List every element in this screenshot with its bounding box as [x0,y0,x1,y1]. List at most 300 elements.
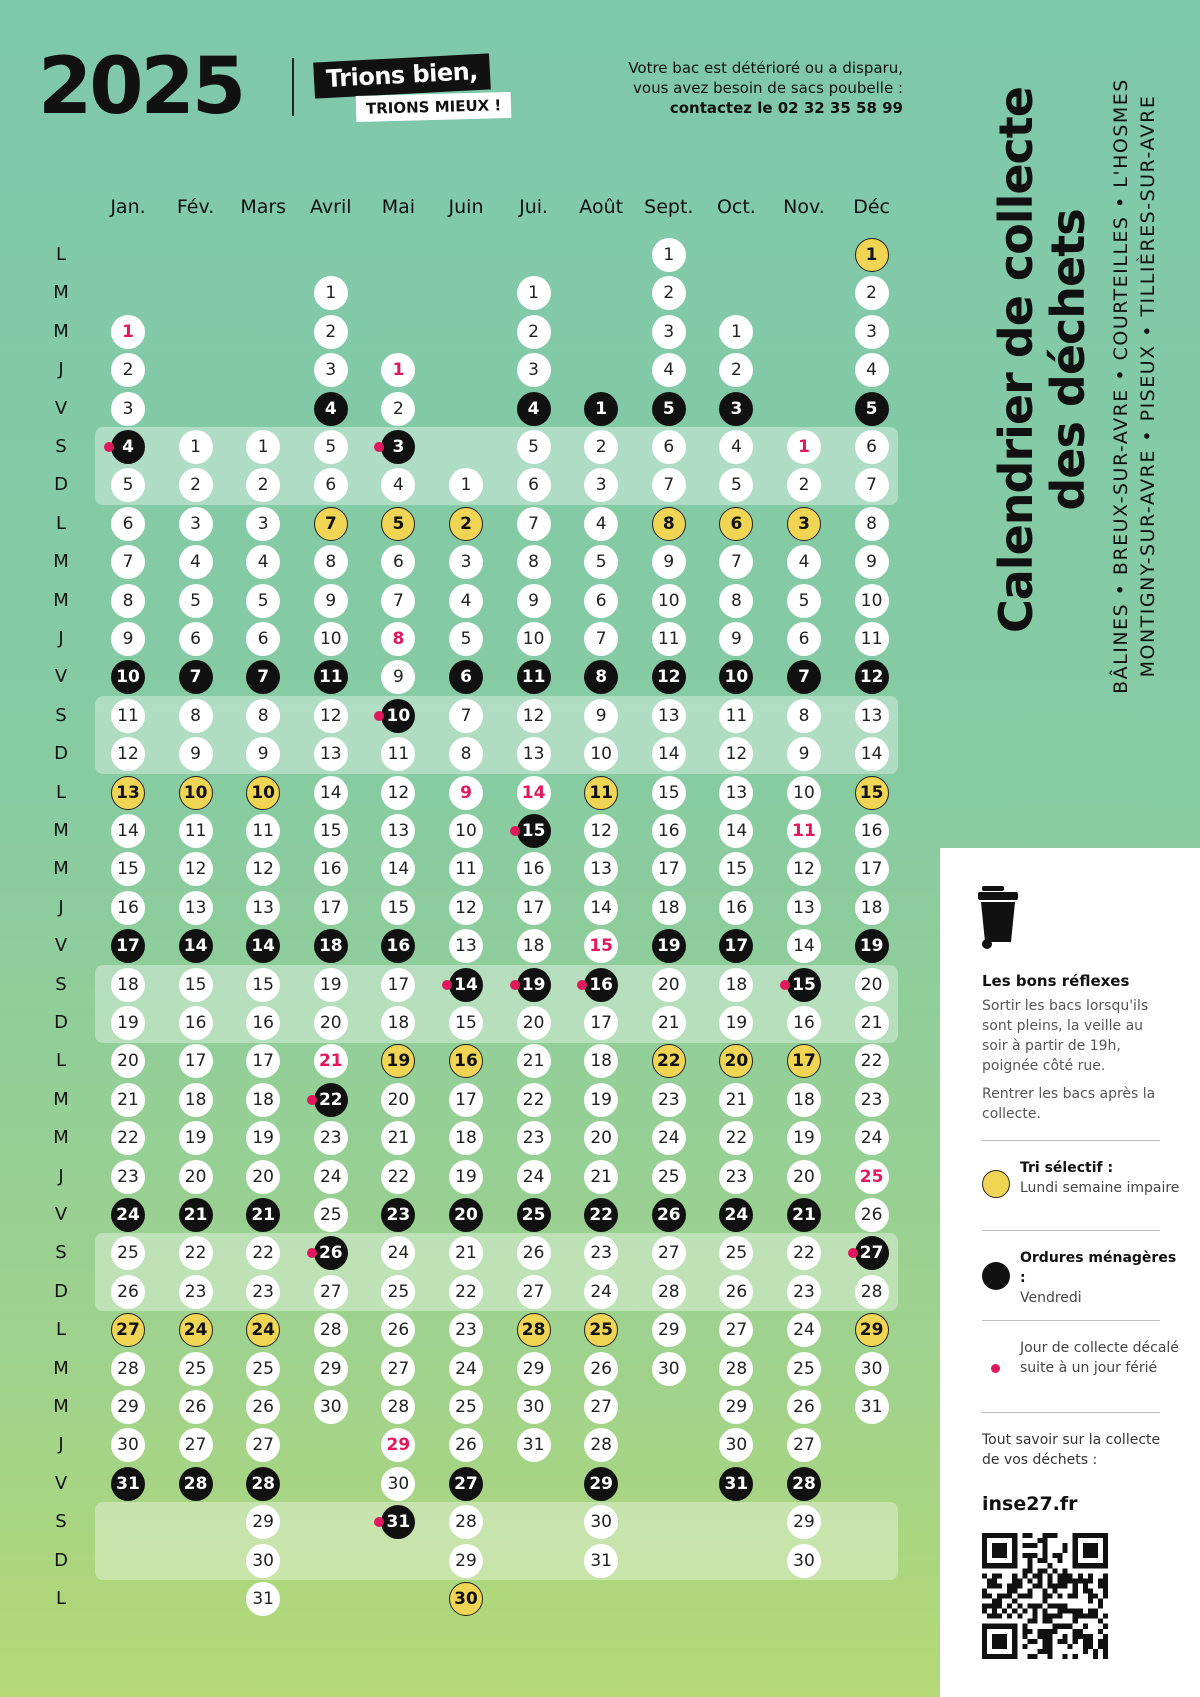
day-cell: 8 [246,699,280,733]
day-cell: 12 [449,891,483,925]
day-cell: 24 [381,1236,415,1270]
day-cell: 18 [517,929,551,963]
om-day-cell: 7 [179,660,213,694]
day-cell: 21 [719,1083,753,1117]
om-day-cell: 7 [787,660,821,694]
day-cell: 19 [314,968,348,1002]
day-cell: 26 [584,1352,618,1386]
day-cell: 16 [179,1006,213,1040]
day-cell: 26 [179,1390,213,1424]
day-cell: 26 [381,1313,415,1347]
day-cell: 14 [787,929,821,963]
day-cell: 19 [719,1006,753,1040]
day-cell: 3 [314,353,348,387]
day-cell: 26 [787,1390,821,1424]
holiday-day-cell: 21 [314,1044,348,1078]
shifted-collection-dot [307,1095,317,1105]
contact-line1: Votre bac est détérioré ou a disparu, [628,59,903,77]
day-cell: 31 [584,1544,618,1578]
day-cell: 28 [314,1313,348,1347]
day-cell: 5 [449,622,483,656]
day-cell: 30 [517,1390,551,1424]
day-cell: 9 [652,545,686,579]
weekday-label: M [53,1396,69,1417]
day-cell: 14 [381,852,415,886]
om-day-cell: 7 [246,660,280,694]
day-cell: 4 [719,430,753,464]
om-day-cell: 10 [111,660,145,694]
om-day-cell: 21 [246,1198,280,1232]
day-cell: 12 [314,699,348,733]
day-cell: 17 [584,1006,618,1040]
day-cell: 16 [719,891,753,925]
month-header: Sept. [644,196,694,218]
day-cell: 20 [179,1160,213,1194]
om-day-cell: 26 [652,1198,686,1232]
day-cell: 15 [314,814,348,848]
day-cell: 21 [381,1121,415,1155]
contact-info [628,58,903,118]
tri-day-cell: 29 [855,1313,889,1347]
tri-day-cell: 30 [449,1582,483,1616]
day-cell: 11 [381,737,415,771]
day-cell: 7 [517,507,551,541]
day-cell: 20 [652,968,686,1002]
day-cell: 18 [246,1083,280,1117]
day-cell: 22 [246,1236,280,1270]
day-cell: 27 [719,1313,753,1347]
tri-day-cell: 16 [449,1044,483,1078]
tri-day-cell: 7 [314,507,348,541]
day-cell: 17 [179,1044,213,1078]
holiday-day-cell: 1 [381,353,415,387]
month-header: Jui. [519,196,549,218]
day-cell: 23 [517,1121,551,1155]
weekday-label: L [55,781,67,803]
month-header: Jan. [110,196,146,218]
weekday-label: J [58,359,64,381]
tri-day-cell: 28 [517,1313,551,1347]
day-cell: 1 [179,430,213,464]
day-cell: 9 [719,622,753,656]
om-day-cell: 4 [111,430,145,464]
om-day-cell: 17 [111,929,145,963]
day-cell: 14 [584,891,618,925]
weekday-label: V [54,1472,68,1494]
day-cell: 29 [449,1544,483,1578]
day-cell: 11 [179,814,213,848]
tips-title: Les bons réflexes [982,972,1130,990]
month-header: Déc [853,196,890,218]
day-cell: 24 [652,1121,686,1155]
day-cell: 8 [179,699,213,733]
day-cell: 21 [449,1236,483,1270]
day-cell: 5 [787,584,821,618]
om-day-cell: 4 [314,392,348,426]
om-day-cell: 16 [584,968,618,1002]
tri-day-cell: 2 [449,507,483,541]
day-cell: 2 [314,315,348,349]
day-cell: 8 [855,507,889,541]
day-cell: 9 [584,699,618,733]
day-cell: 10 [449,814,483,848]
day-cell: 6 [111,507,145,541]
day-cell: 22 [787,1236,821,1270]
om-day-cell: 5 [855,392,889,426]
day-cell: 1 [314,276,348,310]
day-cell: 7 [855,468,889,502]
tri-day-cell: 1 [855,238,889,272]
shifted-collection-dot [104,442,114,452]
tri-legend-title: Tri sélectif : [1020,1160,1114,1176]
day-cell: 20 [517,1006,551,1040]
day-cell: 4 [855,353,889,387]
month-header: Mars [240,196,287,218]
website-link[interactable]: inse27.fr [982,1493,1078,1515]
day-cell: 20 [381,1083,415,1117]
day-cell: 16 [314,852,348,886]
om-day-cell: 5 [652,392,686,426]
day-cell: 18 [449,1121,483,1155]
day-cell: 19 [787,1121,821,1155]
weekday-label: J [58,1434,64,1456]
day-cell: 28 [719,1352,753,1386]
day-cell: 6 [314,468,348,502]
day-cell: 31 [855,1390,889,1424]
day-cell: 7 [111,545,145,579]
day-cell: 6 [517,468,551,502]
day-cell: 1 [449,468,483,502]
day-cell: 19 [584,1083,618,1117]
tri-day-cell: 8 [652,507,686,541]
day-cell: 23 [652,1083,686,1117]
day-cell: 9 [111,622,145,656]
day-cell: 1 [246,430,280,464]
day-cell: 15 [652,776,686,810]
day-cell: 23 [449,1313,483,1347]
title-line2: des déchets [1041,209,1095,511]
day-cell: 13 [584,852,618,886]
tri-day-cell: 20 [719,1044,753,1078]
weekday-label: S [55,973,67,995]
tri-day-cell: 6 [719,507,753,541]
day-cell: 9 [179,737,213,771]
om-legend-title: Ordures ménagères : [1020,1250,1177,1286]
om-day-cell: 27 [449,1467,483,1501]
day-cell: 16 [787,1006,821,1040]
weekday-label: M [53,1088,69,1110]
day-cell: 30 [584,1505,618,1539]
shift-legend-icon [991,1364,1000,1373]
day-cell: 5 [246,584,280,618]
day-cell: 24 [517,1160,551,1194]
day-cell: 9 [314,584,348,618]
om-day-cell: 14 [179,929,213,963]
day-cell: 23 [179,1275,213,1309]
day-cell: 6 [179,622,213,656]
tri-day-cell: 22 [652,1044,686,1078]
om-day-cell: 19 [517,968,551,1002]
day-cell: 13 [855,699,889,733]
day-cell: 14 [652,737,686,771]
day-cell: 17 [246,1044,280,1078]
shifted-collection-dot [510,826,520,836]
day-cell: 3 [855,315,889,349]
shifted-collection-dot [780,980,790,990]
holiday-day-cell: 1 [111,315,145,349]
om-day-cell: 19 [855,929,889,963]
day-cell: 24 [787,1313,821,1347]
day-cell: 4 [652,353,686,387]
day-cell: 25 [179,1352,213,1386]
day-cell: 16 [855,814,889,848]
day-cell: 26 [517,1236,551,1270]
day-cell: 16 [246,1006,280,1040]
day-cell: 29 [314,1352,348,1386]
day-cell: 13 [517,737,551,771]
om-day-cell: 31 [381,1505,415,1539]
holiday-day-cell: 1 [787,430,821,464]
om-legend-text: Vendredi [1020,1290,1082,1306]
day-cell: 5 [179,584,213,618]
day-cell: 18 [179,1083,213,1117]
day-cell: 23 [584,1236,618,1270]
day-cell: 3 [111,392,145,426]
day-cell: 26 [246,1390,280,1424]
day-cell: 26 [111,1275,145,1309]
tri-day-cell: 10 [179,776,213,810]
day-cell: 21 [584,1160,618,1194]
day-cell: 17 [381,968,415,1002]
day-cell: 13 [652,699,686,733]
holiday-day-cell: 9 [449,776,483,810]
weekend-band [95,965,898,1043]
day-cell: 4 [179,545,213,579]
day-cell: 15 [179,968,213,1002]
tri-day-cell: 13 [111,776,145,810]
day-cell: 19 [449,1160,483,1194]
weekday-label: L [55,512,67,534]
om-day-cell: 11 [517,660,551,694]
day-cell: 18 [111,968,145,1002]
day-cell: 28 [449,1505,483,1539]
day-cell: 1 [719,315,753,349]
day-cell: 4 [449,584,483,618]
month-header: Mai [381,196,416,218]
communes-line2: MONTIGNY-SUR-AVRE • PISEUX • TILLIÈRES-SUR-AVRE [1137,94,1159,678]
day-cell: 23 [314,1121,348,1155]
tri-day-cell: 3 [787,507,821,541]
day-cell: 3 [584,468,618,502]
day-cell: 2 [584,430,618,464]
day-cell: 22 [719,1121,753,1155]
day-cell: 14 [111,814,145,848]
day-cell: 25 [787,1352,821,1386]
day-cell: 16 [111,891,145,925]
day-cell: 20 [111,1044,145,1078]
om-day-cell: 3 [719,392,753,426]
day-cell: 27 [381,1352,415,1386]
day-cell: 22 [449,1275,483,1309]
weekday-label: S [55,1511,67,1533]
month-header: Oct. [716,196,756,218]
weekday-label: S [55,1242,67,1264]
day-cell: 2 [855,276,889,310]
day-cell: 18 [719,968,753,1002]
day-cell: 6 [584,584,618,618]
day-cell: 8 [314,545,348,579]
day-cell: 3 [517,353,551,387]
day-cell: 28 [855,1275,889,1309]
day-cell: 8 [719,584,753,618]
weekday-label: D [54,1280,68,1302]
year: 2025 [38,42,244,132]
weekday-label: M [53,1127,69,1149]
day-cell: 30 [314,1390,348,1424]
day-cell: 28 [381,1390,415,1424]
legend-divider [982,1230,1160,1231]
day-cell: 27 [179,1428,213,1462]
day-cell: 11 [246,814,280,848]
day-cell: 23 [855,1083,889,1117]
om-day-cell: 24 [719,1198,753,1232]
day-cell: 17 [314,891,348,925]
tri-day-cell: 25 [584,1313,618,1347]
qr-code[interactable] [982,1533,1108,1659]
day-cell: 20 [787,1160,821,1194]
day-cell: 15 [381,891,415,925]
day-cell: 29 [517,1352,551,1386]
om-day-cell: 22 [314,1083,348,1117]
weekend-band [95,1233,898,1311]
day-cell: 12 [179,852,213,886]
contact-phone[interactable]: contactez le 02 32 35 58 99 [669,99,903,117]
day-cell: 1 [652,238,686,272]
holiday-day-cell: 25 [855,1160,889,1194]
day-cell: 5 [584,545,618,579]
day-cell: 14 [855,737,889,771]
day-cell: 22 [517,1083,551,1117]
om-day-cell: 11 [314,660,348,694]
day-cell: 30 [652,1352,686,1386]
day-cell: 14 [719,814,753,848]
om-day-cell: 20 [449,1198,483,1232]
tri-day-cell: 24 [179,1313,213,1347]
day-cell: 19 [179,1121,213,1155]
om-day-cell: 28 [246,1467,280,1501]
day-cell: 13 [179,891,213,925]
day-cell: 12 [517,699,551,733]
om-legend-icon [982,1262,1010,1290]
tri-day-cell: 5 [381,507,415,541]
day-cell: 9 [246,737,280,771]
day-cell: 29 [111,1390,145,1424]
day-cell: 16 [517,852,551,886]
day-cell: 7 [449,699,483,733]
day-cell: 6 [381,545,415,579]
om-day-cell: 4 [517,392,551,426]
day-cell: 21 [517,1044,551,1078]
day-cell: 29 [787,1505,821,1539]
day-cell: 24 [855,1121,889,1155]
weekday-label: D [54,1549,68,1571]
om-day-cell: 10 [381,699,415,733]
om-day-cell: 25 [517,1198,551,1232]
weekday-label: V [54,1204,68,1225]
day-cell: 20 [314,1006,348,1040]
day-cell: 12 [787,852,821,886]
weekday-label: V [54,935,68,957]
day-cell: 11 [719,699,753,733]
day-cell: 13 [381,814,415,848]
day-cell: 28 [652,1275,686,1309]
day-cell: 8 [787,699,821,733]
day-cell: 1 [517,276,551,310]
day-cell: 10 [314,622,348,656]
day-cell: 27 [787,1428,821,1462]
om-day-cell: 3 [381,430,415,464]
weekend-band [95,427,898,505]
day-cell: 3 [179,507,213,541]
day-cell: 26 [855,1198,889,1232]
day-cell: 25 [111,1236,145,1270]
title-line1: Calendrier de collecte [989,87,1043,633]
communes-line1: BÂLINES • BREUX-SUR-AVRE • COURTEILLES • L'HOSMES [1110,78,1132,694]
day-cell: 22 [111,1121,145,1155]
weekend-band [95,1502,898,1580]
day-cell: 31 [517,1428,551,1462]
holiday-day-cell: 15 [584,929,618,963]
day-cell: 2 [381,392,415,426]
day-cell: 15 [719,852,753,886]
day-cell: 20 [855,968,889,1002]
day-cell: 25 [381,1275,415,1309]
day-cell: 25 [652,1160,686,1194]
day-cell: 12 [246,852,280,886]
om-day-cell: 10 [719,660,753,694]
day-cell: 22 [381,1160,415,1194]
day-cell: 12 [381,776,415,810]
day-cell: 28 [584,1428,618,1462]
day-cell: 12 [584,814,618,848]
holiday-day-cell: 29 [381,1428,415,1462]
day-cell: 28 [111,1352,145,1386]
tri-day-cell: 24 [246,1313,280,1347]
day-cell: 26 [719,1275,753,1309]
info-text: Tout savoir sur la collecte de vos déchets : [982,1432,1161,1468]
day-cell: 4 [584,507,618,541]
day-cell: 9 [517,584,551,618]
tri-day-cell: 27 [111,1313,145,1347]
om-day-cell: 21 [787,1198,821,1232]
tri-legend [1020,1158,1180,1198]
weekday-label: J [58,1165,64,1187]
legend-divider [982,1140,1160,1141]
day-cell: 9 [787,737,821,771]
month-header: Nov. [783,196,825,218]
day-cell: 9 [855,545,889,579]
shifted-collection-dot [577,980,587,990]
weekday-label: M [53,1357,69,1379]
day-cell: 7 [719,545,753,579]
day-cell: 4 [787,545,821,579]
day-cell: 30 [787,1544,821,1578]
om-day-cell: 27 [855,1236,889,1270]
om-day-cell: 22 [584,1198,618,1232]
day-cell: 27 [246,1428,280,1462]
legend-divider [982,1320,1160,1321]
om-day-cell: 15 [787,968,821,1002]
